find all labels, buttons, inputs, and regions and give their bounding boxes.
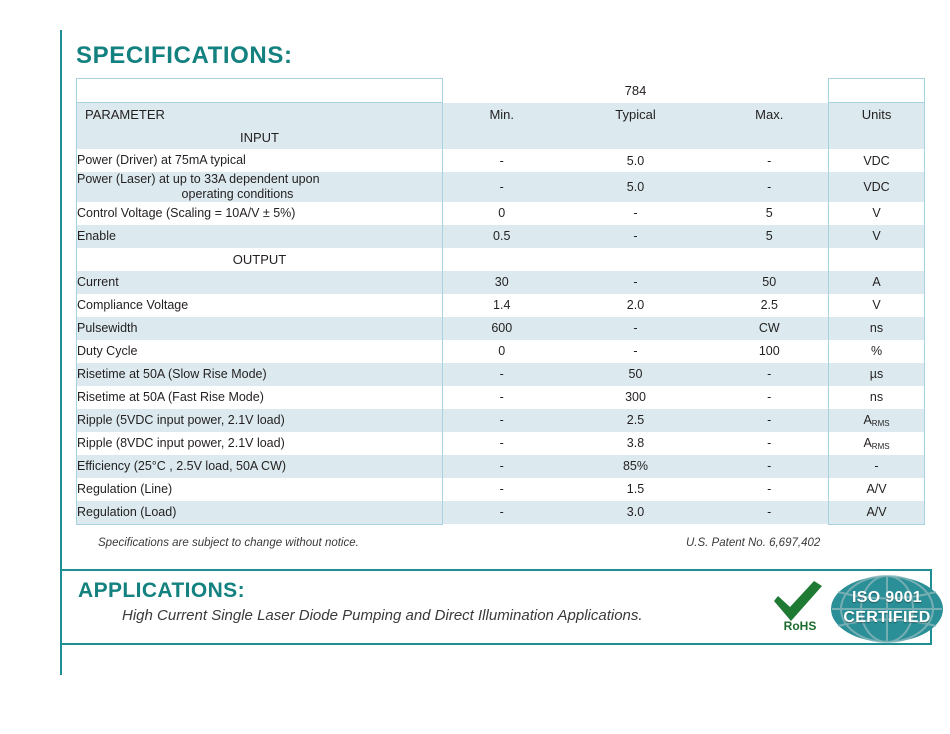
value-units: VDC: [829, 149, 925, 172]
value-units: $A_{RMS}$: [829, 409, 925, 432]
table-row: [77, 317, 925, 340]
applications-text: High Current Single Laser Diode Pumping and Direct Illumination Applications.: [122, 606, 643, 624]
value-typical: 50: [628, 367, 643, 381]
value-min: 0: [498, 206, 506, 220]
table-row: [77, 271, 925, 294]
section-filler-max: [711, 248, 829, 271]
value-units: ns: [829, 386, 925, 409]
value-typical: -: [633, 344, 638, 358]
value-max: -: [767, 482, 772, 496]
value-max: CW: [758, 321, 780, 335]
value-min: 1.4: [493, 298, 511, 312]
section-label: INPUT: [77, 126, 443, 149]
value-typical: 2.0: [626, 298, 645, 312]
value-max: 5: [765, 229, 773, 243]
table-row: [77, 455, 925, 478]
content-frame: [60, 30, 932, 675]
value-typical: 5.0: [626, 153, 645, 168]
value-min: 0: [498, 344, 506, 358]
value-max: -: [767, 390, 772, 404]
value-min: -: [499, 153, 504, 168]
parameter-name: Ripple (5VDC input power, 2.1V load): [77, 409, 443, 432]
units-subscript: RMS: [871, 442, 890, 451]
value-units: V: [829, 202, 925, 225]
units-subscript: RMS: [871, 419, 890, 428]
value-typical: 3.8: [626, 436, 645, 450]
section-filler-min: [443, 126, 561, 149]
disclaimer-text: Specifications are subject to change without notice.: [98, 536, 359, 549]
value-max: -: [767, 179, 772, 194]
patent-text: U.S. Patent No. 6,697,402: [686, 536, 821, 549]
specifications-table: [76, 78, 925, 525]
table-row: [77, 386, 925, 409]
rohs-badge: [768, 579, 830, 639]
parameter-name: Duty Cycle: [77, 340, 443, 363]
value-max: -: [767, 459, 772, 473]
value-typical: 1.5: [626, 482, 645, 496]
table-row: [77, 340, 925, 363]
value-units: A/V: [829, 501, 925, 525]
value-min: -: [499, 459, 504, 473]
value-min: 30: [494, 275, 509, 289]
value-max: -: [767, 413, 772, 427]
value-min: -: [499, 482, 504, 496]
table-row: [77, 149, 925, 172]
specifications-title: SPECIFICATIONS:: [76, 42, 293, 69]
parameter-name: Power (Laser) at up to 33A dependent upon operating conditions: [77, 172, 443, 202]
table-row: [77, 294, 925, 317]
parameter-name: Regulation (Load): [77, 501, 443, 525]
header-blank-units-cell: [829, 79, 925, 103]
column-header-parameter: PARAMETER: [77, 103, 443, 127]
table-row: [77, 202, 925, 225]
value-units: ns: [829, 317, 925, 340]
value-min: 0.5: [493, 229, 511, 243]
iso-badge: [830, 575, 944, 643]
value-min: -: [499, 413, 504, 427]
value-typical: -: [633, 206, 638, 220]
section-filler-min: [443, 248, 561, 271]
applications-title: APPLICATIONS:: [78, 578, 245, 602]
iso-standard-label: ISO 9001: [851, 588, 922, 606]
parameter-name-line2: operating conditions: [181, 186, 294, 201]
value-min: 600: [491, 321, 513, 335]
table-row: [77, 432, 925, 455]
value-max: 50: [762, 275, 777, 289]
value-max: 5: [765, 206, 773, 220]
certification-badges: [768, 575, 944, 643]
parameter-name: Control Voltage (Scaling = 10A/V ± 5%): [77, 202, 443, 225]
parameter-name: Regulation (Line): [77, 478, 443, 501]
table-row: [77, 478, 925, 501]
section-filler-typical: [561, 248, 711, 271]
value-max: 100: [758, 344, 780, 358]
value-max: -: [767, 153, 772, 168]
value-min: -: [499, 436, 504, 450]
column-header-typical: Typical: [561, 103, 711, 127]
value-units: -: [829, 455, 925, 478]
value-min: -: [499, 367, 504, 381]
table-row: [77, 225, 925, 248]
table-row: [77, 363, 925, 386]
parameter-name: Enable: [77, 225, 443, 248]
value-typical: 300: [625, 390, 646, 404]
parameter-name: Compliance Voltage: [77, 294, 443, 317]
section-filler-typical: [561, 126, 711, 149]
value-typical: 2.5: [626, 413, 645, 427]
parameter-name: Current: [77, 271, 443, 294]
parameter-name: Pulsewidth: [77, 317, 443, 340]
value-typical: 85%: [622, 459, 649, 473]
footnotes: [76, 537, 924, 557]
value-units: V: [829, 294, 925, 317]
parameter-name: Risetime at 50A (Fast Rise Mode): [77, 386, 443, 409]
value-units: V: [829, 225, 925, 248]
iso-certified-label: CERTIFIED: [843, 608, 931, 626]
table-row: [77, 409, 925, 432]
value-typical: 3.0: [626, 505, 645, 520]
value-units: A/V: [829, 478, 925, 501]
table-header-model-row: [77, 79, 925, 103]
value-units: $A_{RMS}$: [829, 432, 925, 455]
specifications-table-container: [76, 78, 924, 525]
value-units: %: [829, 340, 925, 363]
value-max: -: [767, 436, 772, 450]
section-header-row: [77, 248, 925, 271]
value-min: -: [499, 390, 504, 404]
value-max: 2.5: [760, 298, 778, 312]
parameter-name: Risetime at 50A (Slow Rise Mode): [77, 363, 443, 386]
value-max: -: [767, 367, 772, 381]
value-units: VDC: [829, 172, 925, 202]
section-label: OUTPUT: [77, 248, 443, 271]
value-typical: 5.0: [626, 179, 645, 194]
rohs-label: RoHS: [783, 618, 817, 633]
header-blank-cell: [77, 79, 443, 103]
column-header-min: Min.: [443, 103, 561, 127]
value-units: µs: [829, 363, 925, 386]
section-filler-max: [711, 126, 829, 149]
section-filler-units: [829, 126, 925, 149]
section-filler-units: [829, 248, 925, 271]
model-number: 784: [443, 79, 829, 103]
table-header-row: [77, 103, 925, 127]
column-header-max: Max.: [711, 103, 829, 127]
applications-box: [60, 569, 932, 645]
value-max: -: [767, 505, 772, 520]
column-header-units: Units: [829, 103, 925, 127]
value-min: -: [499, 505, 504, 520]
value-units: A: [829, 271, 925, 294]
section-header-row: [77, 126, 925, 149]
table-row: [77, 501, 925, 525]
value-min: -: [499, 179, 504, 194]
parameter-name: Ripple (8VDC input power, 2.1V load): [77, 432, 443, 455]
parameter-name: Power (Driver) at 75mA typical: [77, 149, 443, 172]
value-typical: -: [633, 229, 638, 243]
parameter-name: Efficiency (25°C , 2.5V load, 50A CW): [77, 455, 443, 478]
value-typical: -: [633, 321, 638, 335]
value-typical: -: [633, 275, 638, 289]
table-row: [77, 172, 925, 202]
